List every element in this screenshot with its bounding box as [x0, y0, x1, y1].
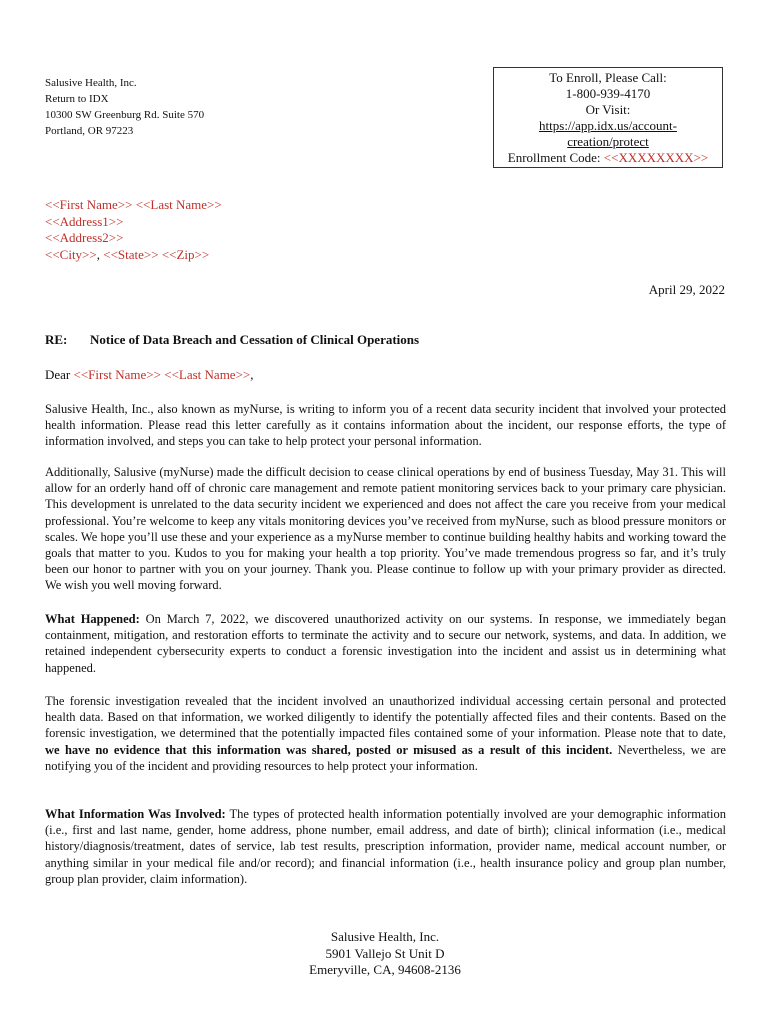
- return-address-line: 10300 SW Greenburg Rd. Suite 570: [45, 109, 205, 121]
- greeting: [45, 367, 253, 383]
- recipient-address1: <<Address1>>: [45, 213, 124, 229]
- what-happened-heading: What Happened:: [45, 612, 140, 626]
- enroll-url-line1[interactable]: https://app.idx.us/account-: [539, 118, 677, 133]
- footer-line: 5901 Vallejo St Unit D: [325, 945, 445, 961]
- footer-line: Salusive Health, Inc.: [330, 929, 440, 944]
- greeting-first-name: <<First Name>>: [73, 367, 161, 382]
- paragraph-intro: Salusive Health, Inc., also known as myNurse, is writing to inform you of a recent data security incident that involved your protected health information. Please read this letter carefully as it contains information about the incident, our response efforts, the type of information involved, and steps you can take to help protect your personal information.: [45, 402, 726, 449]
- footer-address: [0, 929, 770, 979]
- enrollment-box: [493, 67, 723, 168]
- footer-line: Emeryville, CA, 94608-2136: [309, 962, 461, 977]
- subject-label: RE:: [45, 332, 68, 347]
- enroll-phone: 1-800-939-4170: [565, 86, 651, 101]
- greeting-last-name: <<Last Name>>: [164, 367, 251, 382]
- recipient-name-line: [45, 197, 222, 214]
- return-address: [45, 75, 204, 139]
- recipient-city: <<City>>: [45, 246, 97, 262]
- enroll-visit-label: Or Visit:: [585, 102, 631, 117]
- enrollment-code: [494, 150, 722, 166]
- subject-line: [45, 332, 420, 348]
- what-happened-text: On March 7, 2022, we discovered unauthorized activity on our systems. In response, we immediately began containment, mitigation, and restoration efforts to terminate the activity and to secure our network, systems, and data. In addition, we retained independent cybersecurity experts to conduct a forensic investigation into the incident and assist us in determining what happened.: [45, 612, 727, 675]
- recipient-first-name: <<First Name>>: [45, 197, 133, 212]
- return-address-line: Return to IDX: [45, 93, 109, 105]
- paragraph-investigation: [45, 693, 726, 774]
- return-address-line: Salusive Health, Inc.: [45, 77, 137, 89]
- information-involved-heading: What Information Was Involved:: [45, 807, 226, 821]
- paragraph-information-involved: [45, 806, 726, 887]
- recipient-address2: <<Address2>>: [45, 230, 124, 245]
- paragraph-what-happened: [45, 611, 726, 676]
- investigation-text-start: The forensic investigation revealed that the incident involved an unauthorized individual accessing certain personal and protected health data. Based on that information, we worked diligently to identify the potentially affected files and their contents. Based on the forensic investigation, we determined that the potentially impacted files contained some of your information. Please note that to date,: [45, 694, 726, 741]
- information-involved-text: The types of protected health information potentially involved are your demographic information (i.e., first and last name, gender, home address, phone number, email address, and date of birth); clinical information (i.e., medical history/diagnosis/treatment, dates of service, lab test results, prescription information, provider name, medical account number, or anything similar in your medical file and/or record); and financial information (i.e., health insurance policy and group plan number, group plan provider, claim information).: [45, 807, 726, 886]
- enrollment-code-label: Enrollment Code:: [507, 150, 604, 165]
- subject-text: Notice of Data Breach and Cessation of Clinical Operations: [90, 332, 420, 347]
- return-address-line: Portland, OR 97223: [45, 125, 134, 137]
- investigation-text-end: Nevertheless, we are notifying you of the incident and providing resources to help protect your information.: [45, 742, 726, 773]
- recipient-zip: <<Zip>>: [161, 246, 210, 262]
- recipient-city-line: <<City>>, <<State>> <<Zip>>: [45, 246, 210, 262]
- enroll-url-line2[interactable]: creation/protect: [567, 134, 649, 149]
- recipient-last-name: <<Last Name>>: [135, 197, 222, 212]
- recipient-address: [45, 197, 222, 263]
- greeting-suffix: ,: [250, 367, 254, 382]
- investigation-bold-text: we have no evidence that this information was shared, posted or misused as a result of this incident.: [45, 742, 613, 757]
- enroll-call-label: To Enroll, Please Call:: [549, 70, 667, 85]
- recipient-state: <<State>>: [103, 246, 159, 262]
- greeting-prefix: Dear: [45, 367, 74, 382]
- paragraph-cessation: Additionally, Salusive (myNurse) made the difficult decision to cease clinical operations by end of business Tuesday, May 31. This will allow for an orderly hand off of chronic care management and remote patient monitoring services back to your primary care physician. This development is unrelated to the data security incident we experienced and does not affect the care you receive from your medical professional. You’re welcome to keep any vitals monitoring devices you’ve received from myNurse, such as blood pressure monitors or scales. We hope you’ll use these and your experience as a myNurse member to continue building healthy habits and working toward the goals that matter to you. Kudos to you for making your health a top priority. You’ve made tremendous progress so far, and it’s truly been our honor to partner with you on your journey. Thank you. Please continue to follow up with your primary provider as directed. We wish you well moving forward.: [45, 465, 726, 593]
- letter-date: April 29, 2022: [648, 282, 725, 297]
- enrollment-code-value: <<XXXXXXXX>>: [603, 150, 709, 165]
